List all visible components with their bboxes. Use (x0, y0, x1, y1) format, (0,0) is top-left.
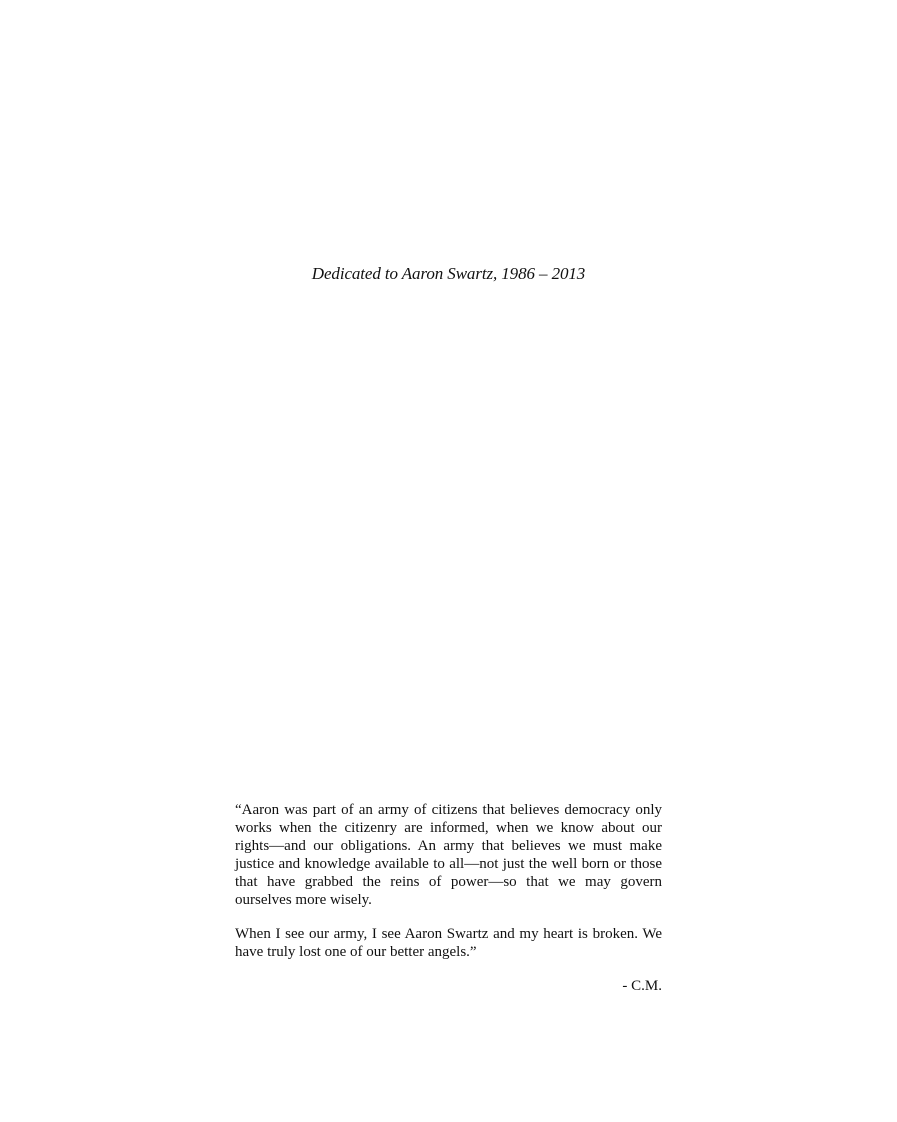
dedication-line: Dedicated to Aaron Swartz, 1986 – 2013 (311, 264, 586, 283)
quote-block (235, 801, 662, 995)
quote-paragraph-2: When I see our army, I see Aaron Swartz and my heart is broken. We have truly lost one of our better angels.” (235, 926, 662, 960)
quote-attribution: - C.M. (622, 978, 662, 994)
quote-paragraph-1: “Aaron was part of an army of citizens that believes democracy only works when the citizenry are informed, when we know about our rights—and our obligations. An army that believes we must make justice and knowledge available to all—not just the well born or those that have grabbed the reins of power—so that we may govern ourselves more wisely. (235, 802, 662, 908)
